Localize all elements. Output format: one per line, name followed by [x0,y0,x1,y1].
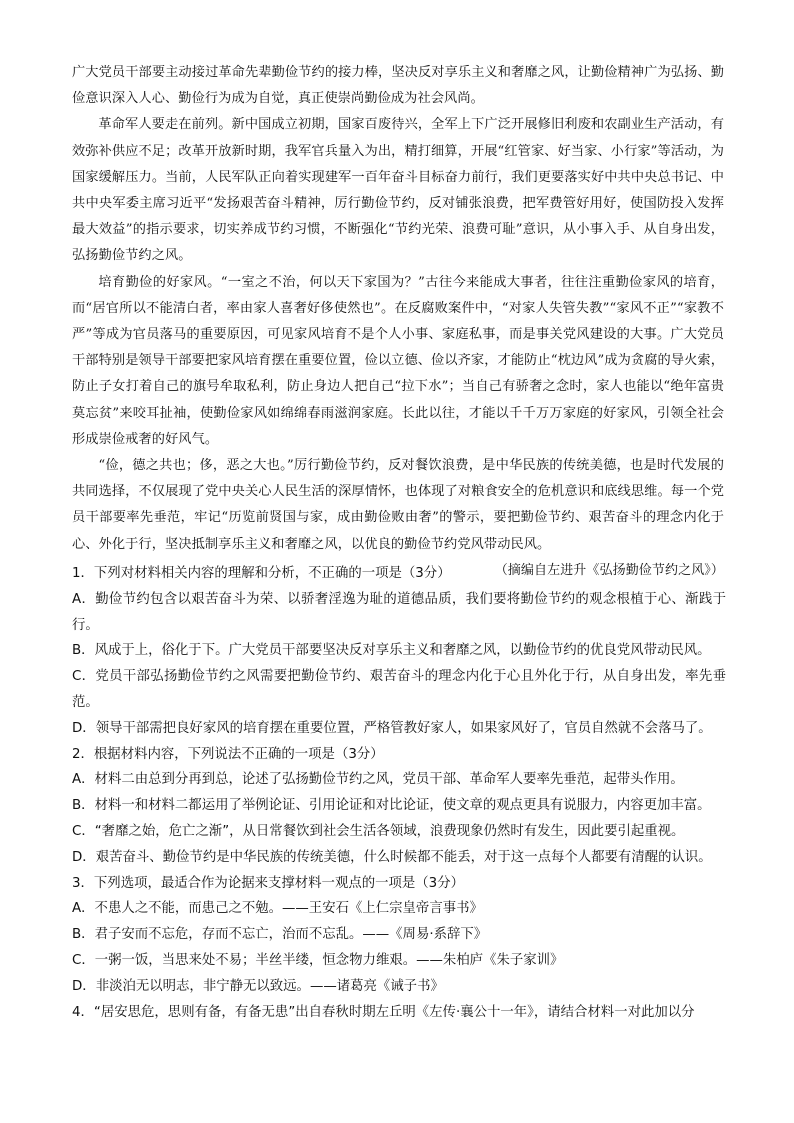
answer-option: C．一粥一饭，当思来处不易；半丝半缕，恒念物力维艰。——朱柏庐《朱子家训》 [72,952,564,968]
passage-paragraph-1: 广大党员干部要主动接过革命先辈勤俭节约的接力棒，坚决反对享乐主义和奢靡之风，让勤俭精神广为弘扬、勤俭意识深入人心、勤俭行为成为自觉，真正使崇尚勤俭成为社会风尚。 [72,65,724,107]
answer-option: C．“奢靡之始，危亡之渐”，从日常餐饮到社会生活各领域，浪费现象仍然时有发生，因此要引起重视。 [72,823,685,839]
question-stem: 1．下列对材料相关内容的理解和分析，不正确的一项是（3分） [72,566,451,581]
passage-source: （摘编自左进升《弘扬勤俭节约之风》） [494,562,724,578]
question-stem: 2．根据材料内容，下列说法不正确的一项是（3分） [72,746,384,762]
answer-option: A．材料二由总到分再到总，论述了弘扬勤俭节约之风，党员干部、革命军人要率先垂范，起带头作用。 [72,772,684,788]
passage-paragraph-4: “俭，德之共也；侈，恶之大也。”厉行勤俭节约，反对餐饮浪费，是中华民族的传统美德，也是时代发展的共同选择，不仅展现了党中央关心人民生活的深厚情怀，也体现了对粮食安全的危机意识和底线思维。每一个党员干部要率先垂范，牢记“历览前贤国与家，成由勤俭败由奢”的警示，要把勤俭节约、艰苦奋斗的理念内化于心、外化于行，坚决抵制享乐主义和奢靡之风，以优良的勤俭节约党风带动民风。 [72,458,724,552]
answer-option: A．不患人之不能，而患己之不勉。——王安石《上仁宗皇帝言事书》 [72,901,483,917]
answer-option: A．勤俭节约包含以艰苦奋斗为荣、以骄奢淫逸为耻的道德品质，我们要将勤俭节约的观念根植于心、渐践于行。 [72,591,726,633]
answer-option: C．党员干部弘扬勤俭节约之风需要把勤俭节约、艰苦奋斗的理念内化于心且外化于行，从自身出发，率先垂范。 [72,669,726,710]
answer-option: D．非淡泊无以明志，非宁静无以致远。——诸葛亮《诫子书》 [72,978,444,994]
question-section [72,561,726,1025]
answer-option: D．领导干部需把良好家风的培育摆在重要位置，严格管教好家人，如果家风好了，官员自然就不会落马了。 [72,720,712,736]
question-1 [72,561,726,742]
question-2 [72,742,726,871]
answer-option: B．风成于上，俗化于下。广大党员干部要坚决反对享乐主义和奢靡之风，以勤俭节约的优良党风带动民风。 [72,643,711,659]
answer-option: B．材料一和材料二都运用了举例论证、引用论证和对比论证，使文章的观点更具有说服力，内容更加丰富。 [72,798,711,814]
passage-paragraph-2: 革命军人要走在前列。新中国成立初期，国家百废待兴，全军上下广泛开展修旧利废和农副业生产活动，有效弥补供应不足；改革开放新时期，我军官兵量入为出，精打细算，开展“红管家、好当家、小行家”等活动，为国家缓解压力。当前，人民军队正向着实现建军一百年奋斗目标奋力前行，我们更要落实好中共中央总书记、中共中央军委主席习近平“发扬艰苦奋斗精神，厉行勤俭节约，反对铺张浪费，把军费管好用好，使国防投入发挥最大效益”的指示要求，切实养成节约习惯，不断强化“节约光荣、浪费可耻”意识，从小事入手、从自身出发，弘扬勤俭节约之风。 [72,117,724,264]
answer-option: B．君子安而不忘危，存而不忘亡，治而不忘乱。——《周易·系辞下》 [72,927,488,943]
question-4 [72,1000,726,1026]
reading-passage [72,60,724,584]
passage-paragraph-3: 培育勤俭的好家风。“一室之不治，何以天下家国为？”古往今来能成大事者，往往注重勤俭家风的培育，而“居官所以不能清白者，率由家人喜奢好侈使然也”。在反腐败案件中，“对家人失管失教”“家风不正”“家教不严”等成为官员落马的重要原因，可见家风培育不是个人小事、家庭私事，而是事关党风建设的大事。广大党员干部特别是领导干部要把家风培育摆在重要位置，俭以立德、俭以齐家，才能防止“枕边风”成为贪腐的导火索，防止子女打着自己的旗号牟取私利，防止身边人把自己“拉下水”；当自己有骄奢之念时，家人也能以“绝年富贵莫忘贫”来咬耳扯袖，使勤俭家风如绵绵春雨滋润家庭。长此以往，才能以千千万万家庭的好家风，引领全社会形成崇俭戒奢的好风气。 [72,274,724,447]
question-stem: 4．“居安思危，思则有备，有备无患”出自春秋时期左丘明《左传·襄公十一年》，请结合材料一对此加以分 [72,1004,695,1020]
question-3 [72,871,726,1000]
answer-option: D．艰苦奋斗、勤俭节约是中华民族的传统美德，什么时候都不能丢，对于这一点每个人都要有清醒的认识。 [72,849,712,865]
question-stem: 3．下列选项，最适合作为论据来支撑材料一观点的一项是（3分） [72,875,464,891]
